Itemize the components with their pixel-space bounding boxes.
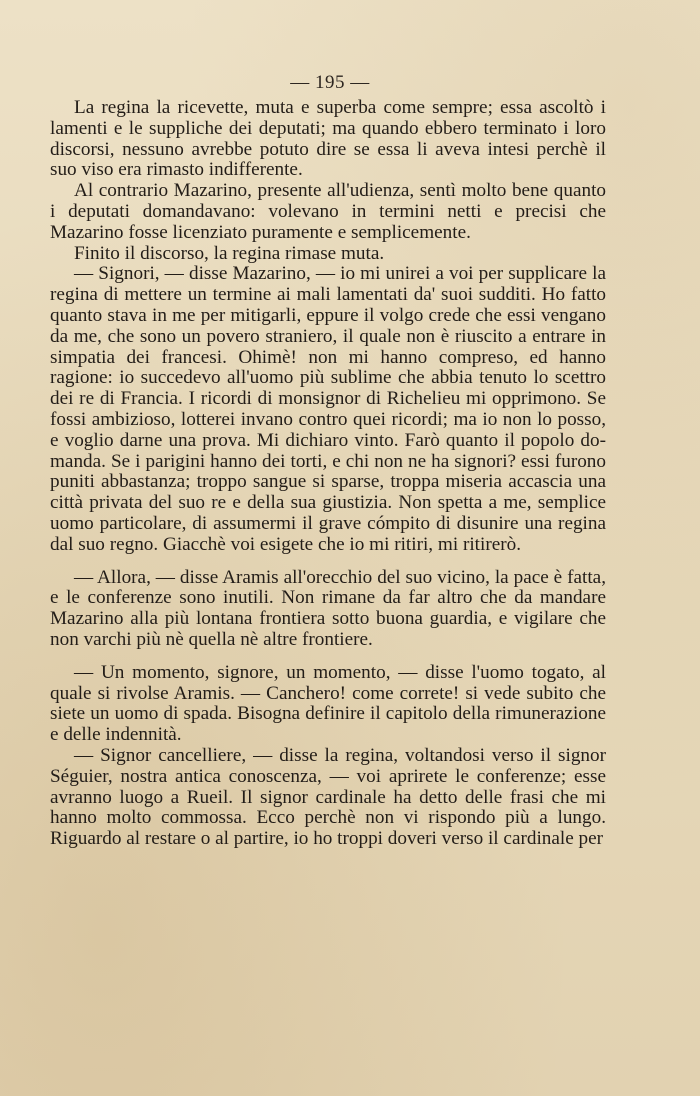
paragraph-2: Al contrario Mazarino, presente all'udienza, sentì molto bene quanto i deputati domandavano: volevano in termini netti e precisi che Mazarino fosse licenziato puramente e semplicemente. — [50, 180, 606, 243]
page-number: — 195 — — [290, 72, 370, 93]
paragraph-6: — Un momento, signore, un momento, — disse l'uomo togato, al quale si rivolse Aramis. — Canchero! come correte! si vede subito che siete un uomo di spada. Bisogna definire il capitolo della rimunerazione e delle indennità. — [50, 661, 606, 746]
body-text — [50, 98, 606, 850]
paragraph-5: — Allora, — disse Aramis all'orecchio del suo vicino, la pace è fatta, e le conferenze sono inutili. Non rimane da far altro che da mandare Mazarino alla più lontana frontiera sotto buona guardia, e vigilare che non varchi più nè quella nè altre frontiere. — [50, 566, 606, 650]
paragraph-4: — Signori, — disse Mazarino, — io mi unirei a voi per supplicare la regina di mettere un termine ai mali lamentati da' suoi sudditi. Ho fatto quanto stava in me per mitigarli, eppure il volgo crede che essi vengano da me, che sono un povero straniero, il quale non è riuscito a entrare in simpatia dei francesi. Ohimè! non mi hanno compreso, ed hanno ragione: io succedevo all'uomo più sublime che abbia tenuto lo scettro dei re di Francia. I ricordi di monsignor di Richelieu mi opprimono. Se fossi ambizioso, lotterei invano contro quei ricordi; ma io non lo posso, e voglio darne una prova. Mi dichiaro vinto. Farò quanto il popolo domanda. Se i parigini hanno dei torti, e chi non ne ha signori? essi furono puniti abbastanza; troppo sangue si sparse, troppa miseria accascia una città privata del suo re e della sua giustizia. Non spetta a me, semplice uomo particolare, di assumermi il grave cómpito di disunire una regina dal suo regno. Giacchè voi esigete che io mi ritiri, mi ritirerò. — [50, 263, 606, 555]
paragraph-3: Finito il discorso, la regina rimase muta. — [74, 242, 385, 264]
paragraph-1: La regina la ricevette, muta e superba come sempre; essa ascoltò i lamenti e le suppliche dei deputati; ma quando ebbero terminato i loro discorsi, nessuno avrebbe potuto dire se essa li aveva intesi perchè il suo viso era rimasto indifferente. — [50, 97, 606, 181]
paragraph-7: — Signor cancelliere, — disse la regina, voltandosi verso il signor Séguier, nostra antica conoscenza, — voi aprirete le conferenze; esse avranno luogo a Rueil. Il signor cardinale ha detto delle frasi che mi hanno molto commossa. Ecco perchè non vi rispondo più a lungo. Riguardo al restare o al partire, io ho troppi doveri verso il cardinale per — [50, 744, 606, 850]
